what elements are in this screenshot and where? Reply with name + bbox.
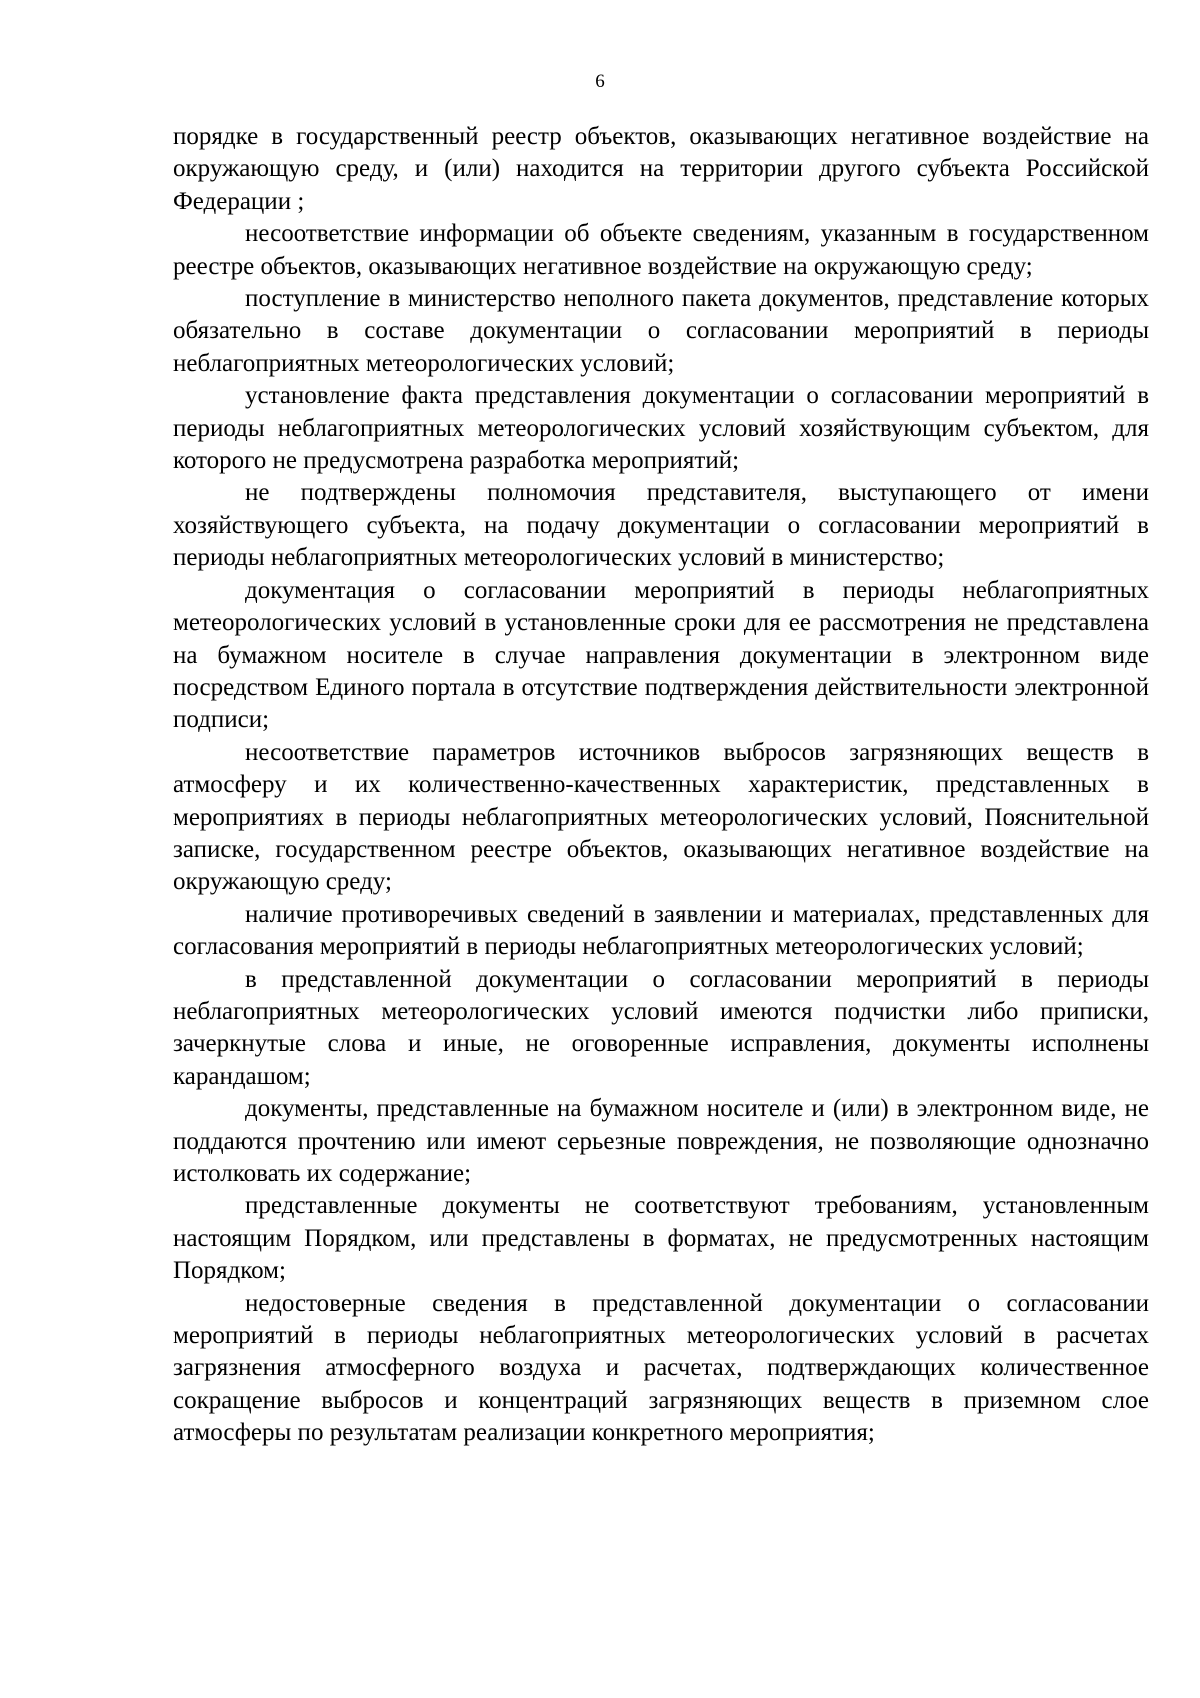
paragraph-inconsistency-registry: несоответствие информации об объекте сведениям, указанным в государственном реестре объектов, оказывающих негативное воздействие на окружающую среду; bbox=[173, 220, 1149, 280]
paragraph-corrections-found: в представленной документации о согласовании мероприятий в периоды неблагоприятных метеорологических условий имеются подчистки либо приписки, зачеркнутые слова и иные, не оговоренные исправления, документы исполнены карандашом; bbox=[173, 965, 1149, 1090]
paragraph-incomplete-package: поступление в министерство неполного пакета документов, представление которых обязательно в составе документации о согласовании мероприятий в периоды неблагоприятных метеорологических условий; bbox=[173, 285, 1149, 377]
paragraph-contradictory-info: наличие противоречивых сведений в заявлении и материалах, представленных для согласования мероприятий в периоды неблагоприятных метеорологических условий; bbox=[173, 900, 1149, 961]
page-number: 6 bbox=[595, 71, 605, 92]
paragraph-unreadable-documents: документы, представленные на бумажном носителе и (или) в электронном виде, не поддаются прочтению или имеют серьезные повреждения, не позволяющие однозначно истолковать их содержание; bbox=[173, 1095, 1149, 1187]
paragraph-emission-parameters-mismatch: несоответствие параметров источников выбросов загрязняющих веществ в атмосферу и их количественно-качественных характеристик, представленных в мероприятиях в периоды неблагоприятных метеорологических условий, Пояснительной записке, государственном реестре объектов, оказывающих негативное воздействие на окружающую среду; bbox=[173, 738, 1149, 896]
paragraph-false-information: недостоверные сведения в представленной документации о согласовании мероприятий в периоды неблагоприятных метеорологических условий в расчетах загрязнения атмосферного воздуха и расчетах, подтверждающих количественное сокращение выбросов и концентраций загрязняющих веществ в приземном слое атмосферы по результатам реализации конкретного мероприятия; bbox=[173, 1289, 1149, 1447]
paragraph-paper-not-submitted: документация о согласовании мероприятий в периоды неблагоприятных метеорологических условий в установленные сроки для ее рассмотрения не представлена на бумажном носителе в случае направления документации в электронном виде посредством Единого портала в отсутствие подтверждения действительности электронной подписи; bbox=[173, 576, 1149, 734]
paragraph-continuation: порядке в государственный реестр объектов, оказывающих негативное воздействие на окружающую среду, и (или) находится на территории другого субъекта Российской Федерации ; bbox=[173, 123, 1149, 215]
paragraph-not-required-entity: установление факта представления документации о согласовании мероприятий в периоды неблагоприятных метеорологических условий хозяйствующим субъектом, для которого не предусмотрена разработка мероприятий; bbox=[173, 382, 1149, 475]
paragraph-requirements-mismatch: представленные документы не соответствуют требованиям, установленным настоящим Порядком, или представлены в форматах, не предусмотренных настоящим Порядком; bbox=[173, 1192, 1149, 1285]
paragraph-authority-not-confirmed: не подтверждены полномочия представителя, выступающего от имени хозяйствующего субъекта, на подачу документации о согласовании мероприятий в периоды неблагоприятных метеорологических условий в министерство; bbox=[173, 479, 1149, 572]
document-body bbox=[173, 121, 1149, 1450]
